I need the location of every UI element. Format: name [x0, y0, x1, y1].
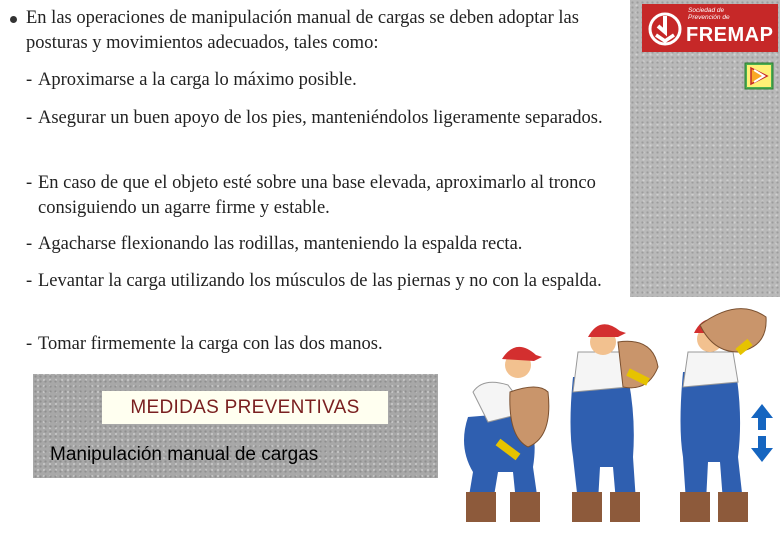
list-item: - Asegurar un buen apoyo de los pies, manteniéndolos ligeramente separados. — [26, 108, 603, 128]
section-title: MEDIDAS PREVENTIVAS — [102, 391, 388, 424]
list-item: - Aproximarse a la carga lo máximo posible. — [26, 70, 357, 90]
list-item: - En caso de que el objeto esté sobre una base elevada, aproximarlo al tronco consiguiendo un agarre firme y estable. — [26, 173, 596, 218]
next-arrow-icon — [744, 62, 774, 90]
list-item: - Levantar la carga utilizando los músculos de las piernas y no con la espalda. — [26, 271, 602, 291]
fremap-logo — [642, 4, 778, 52]
worker-figure-bending — [464, 347, 549, 522]
logo-subtext: Sociedad de Prevención de — [688, 7, 730, 21]
intro-text: En las operaciones de manipulación manual de cargas se deben adoptar las posturas y movimientos adecuados, tales como: — [26, 8, 579, 53]
logo-name: FREMAP — [686, 24, 774, 46]
list-item: - Tomar firmemente la carga con las dos manos. — [26, 334, 383, 354]
fremap-logo-icon — [648, 12, 682, 46]
lifting-illustration — [438, 297, 780, 540]
scroll-arrows-button[interactable] — [749, 402, 775, 464]
list-item: - Agacharse flexionando las rodillas, manteniendo la espalda recta. — [26, 234, 523, 254]
intro-paragraph — [10, 6, 610, 56]
section-subtitle: Manipulación manual de cargas — [50, 444, 319, 465]
worker-figure-lifting — [571, 324, 659, 522]
next-button[interactable] — [744, 62, 774, 90]
bullet-dot — [10, 16, 17, 23]
up-down-arrows-icon — [749, 402, 775, 464]
